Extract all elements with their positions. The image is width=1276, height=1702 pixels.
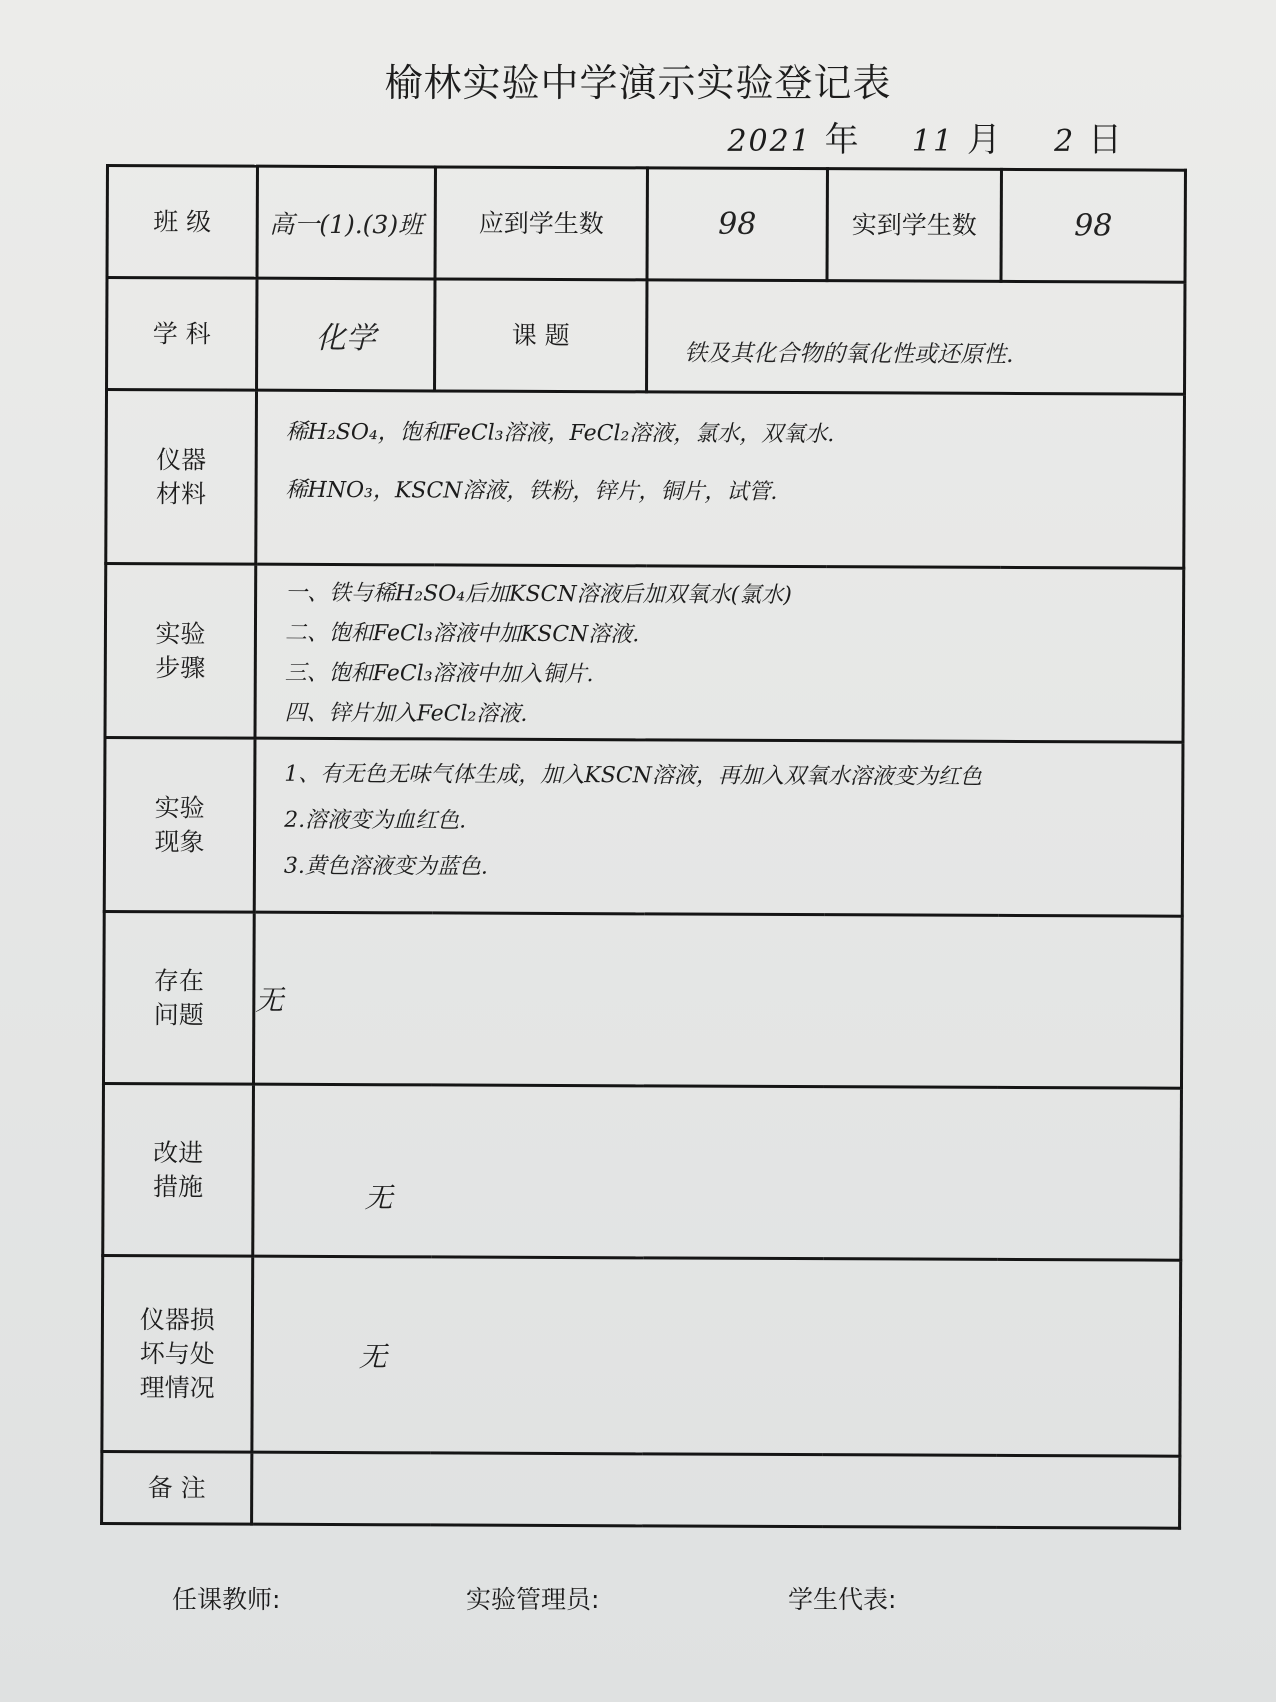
instruments-label: [106, 390, 257, 565]
steps-label: [105, 564, 256, 739]
topic-label: 课 题: [435, 279, 647, 392]
remarks-row: [102, 1451, 1180, 1528]
expected-students-label: 应到学生数: [435, 167, 647, 280]
damage-label: [102, 1255, 253, 1452]
instruments-line: 稀HNO₃，KSCN溶液，铁粉，锌片，铜片，试管.: [285, 477, 778, 505]
steps-label-line2: 步骤: [155, 652, 206, 682]
phenomena-line: 2.溶液变为血红色.: [284, 807, 467, 834]
problems-row: [103, 911, 1182, 1088]
improvements-row: [103, 1083, 1182, 1260]
instruments-label-line1: 仪器: [156, 444, 207, 474]
subject-row: [107, 278, 1185, 395]
damage-value: 无: [252, 1256, 1181, 1456]
date-line: [727, 112, 1124, 161]
class-value: 高一(1).(3)班: [257, 166, 435, 279]
phenomena-line: 1、有无色无味气体生成，加入KSCN溶液，再加入双氧水溶液变为红色: [284, 761, 982, 790]
damage-label-line1: 仪器损: [139, 1304, 216, 1334]
steps-content: [255, 564, 1184, 742]
step-line: 三、饱和FeCl₃溶液中加入铜片.: [284, 660, 594, 688]
step-line: 二、饱和FeCl₃溶液中加KSCN溶液.: [284, 620, 640, 648]
date-year: 2021: [727, 124, 812, 159]
instruments-line: 稀H₂SO₄，饱和FeCl₃溶液，FeCl₂溶液，氯水，双氧水.: [285, 419, 835, 448]
instruments-label-line2: 材料: [155, 478, 207, 508]
problems-value: 无: [253, 912, 1182, 1088]
problems-label-line1: 存在: [153, 965, 205, 995]
phenomena-content: [254, 738, 1183, 916]
page-title: 榆林实验中学演示实验登记表: [384, 61, 892, 105]
damage-label-line3: 理情况: [139, 1372, 215, 1402]
instruments-row: [106, 390, 1185, 569]
actual-students-label: 实到学生数: [827, 169, 1001, 282]
steps-row: [105, 564, 1184, 743]
improvements-label-line1: 改进: [153, 1137, 204, 1167]
improvements-label: [103, 1083, 254, 1256]
improvements-label-line2: 措施: [152, 1171, 204, 1201]
remarks-label: 备 注: [102, 1451, 252, 1524]
instruments-content: [256, 390, 1185, 568]
date-month: 11: [911, 124, 955, 159]
date-year-unit: 年: [824, 120, 861, 160]
damage-label-line2: 坏与处: [139, 1338, 215, 1368]
class-row: [107, 166, 1185, 283]
subject-label: 学 科: [107, 278, 257, 391]
teacher-signature-label: 任课教师:: [172, 1585, 281, 1614]
phenomena-row: [104, 738, 1183, 917]
improvements-value: 无: [253, 1084, 1182, 1260]
phenomena-label-line1: 实验: [154, 792, 205, 822]
problems-label-line2: 问题: [153, 999, 204, 1029]
class-label: 班 级: [107, 166, 257, 279]
remarks-value: [252, 1452, 1180, 1528]
phenomena-label: [104, 738, 255, 913]
date-month-unit: 月: [966, 120, 1003, 160]
experiment-registration-table: [100, 164, 1187, 1530]
manager-signature-label: 实验管理员:: [466, 1585, 600, 1614]
step-line: 四、锌片加入FeCl₂溶液.: [284, 700, 528, 727]
phenomena-line: 3.黄色溶液变为蓝色.: [283, 853, 488, 880]
step-line: 一、铁与稀H₂SO₄后加KSCN溶液后加双氧水(氯水): [285, 580, 792, 608]
student-rep-signature-label: 学生代表:: [788, 1585, 897, 1614]
expected-students-value: 98: [647, 168, 827, 281]
phenomena-label-line2: 现象: [154, 826, 205, 856]
date-day: 2: [1054, 124, 1076, 159]
topic-value: 铁及其化合物的氧化性或还原性.: [647, 280, 1185, 394]
steps-label-line1: 实验: [155, 618, 206, 648]
date-day-unit: 日: [1088, 120, 1124, 160]
actual-students-value: 98: [1001, 169, 1185, 282]
subject-value: 化学: [257, 278, 435, 391]
damage-row: [102, 1255, 1181, 1456]
problems-label: [103, 911, 254, 1084]
